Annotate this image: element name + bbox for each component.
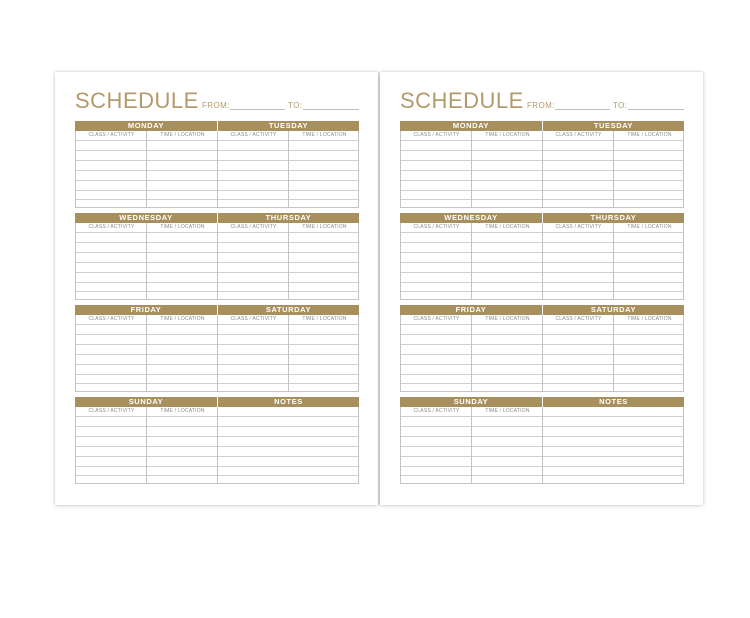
schedule-grid[interactable]	[400, 131, 684, 208]
schedule-grid[interactable]	[75, 131, 359, 208]
day-label: SATURDAY	[542, 305, 684, 315]
schedule-block	[75, 397, 359, 484]
day-header-bar	[75, 121, 359, 131]
day-header-bar	[400, 121, 684, 131]
column-header: TIME / LOCATION	[627, 224, 672, 230]
column-line	[288, 223, 289, 299]
column-header: TIME / LOCATION	[485, 132, 530, 138]
column-header: TIME / LOCATION	[160, 408, 205, 414]
day-header-bar	[400, 213, 684, 223]
column-header: CLASS / ACTIVITY	[413, 408, 460, 414]
column-header: CLASS / ACTIVITY	[88, 408, 135, 414]
from-field[interactable]	[555, 109, 610, 110]
column-headers	[76, 131, 360, 140]
schedule-block	[400, 213, 684, 300]
notes-label: NOTES	[217, 397, 359, 407]
column-header: TIME / LOCATION	[485, 408, 530, 414]
column-line	[542, 315, 543, 391]
column-header: TIME / LOCATION	[160, 224, 205, 230]
column-header: TIME / LOCATION	[160, 132, 205, 138]
column-headers	[76, 223, 360, 232]
column-headers	[76, 315, 360, 324]
day-label: THURSDAY	[542, 213, 684, 223]
schedule-grid[interactable]	[75, 223, 359, 300]
day-header-bar	[400, 305, 684, 315]
column-header: CLASS / ACTIVITY	[413, 316, 460, 322]
day-label: WEDNESDAY	[444, 213, 498, 222]
schedule-block	[75, 121, 359, 208]
column-line	[217, 131, 218, 207]
schedule-grid[interactable]	[400, 223, 684, 300]
column-header: CLASS / ACTIVITY	[88, 316, 135, 322]
page-title: SCHEDULE	[400, 88, 524, 113]
page-header	[400, 88, 684, 113]
from-label: FROM:	[527, 101, 555, 110]
column-line	[288, 131, 289, 207]
column-line	[542, 223, 543, 299]
page-header	[75, 88, 359, 113]
column-header: TIME / LOCATION	[302, 316, 347, 322]
column-line	[542, 131, 543, 207]
column-line	[471, 407, 472, 483]
day-label: SUNDAY	[128, 397, 164, 406]
column-header: CLASS / ACTIVITY	[555, 224, 602, 230]
schedule-grid[interactable]	[400, 407, 684, 484]
column-header: CLASS / ACTIVITY	[230, 224, 277, 230]
column-header: CLASS / ACTIVITY	[413, 132, 460, 138]
column-header: CLASS / ACTIVITY	[88, 224, 135, 230]
column-line	[146, 315, 147, 391]
notes-label: NOTES	[542, 397, 684, 407]
column-header: CLASS / ACTIVITY	[230, 132, 277, 138]
column-line	[613, 223, 614, 299]
column-headers	[401, 131, 685, 140]
day-label: WEDNESDAY	[119, 213, 173, 222]
schedule-block	[75, 213, 359, 300]
to-field[interactable]	[303, 109, 359, 110]
column-header: CLASS / ACTIVITY	[555, 316, 602, 322]
to-label: TO:	[288, 101, 303, 110]
schedule-grid[interactable]	[400, 315, 684, 392]
column-headers	[401, 315, 685, 324]
day-label: FRIDAY	[455, 305, 487, 314]
column-line	[613, 131, 614, 207]
day-header-bar	[400, 397, 684, 407]
column-line	[613, 315, 614, 391]
column-line	[146, 407, 147, 483]
column-line	[471, 315, 472, 391]
day-label: SUNDAY	[453, 397, 489, 406]
column-header: CLASS / ACTIVITY	[413, 224, 460, 230]
column-header: CLASS / ACTIVITY	[88, 132, 135, 138]
schedule-grid[interactable]	[75, 407, 359, 484]
day-label: THURSDAY	[217, 213, 359, 223]
day-label: MONDAY	[127, 121, 165, 130]
day-header-bar	[75, 397, 359, 407]
day-header-bar	[75, 213, 359, 223]
column-headers	[401, 223, 685, 232]
schedule-grid[interactable]	[75, 315, 359, 392]
right-page	[380, 72, 703, 505]
schedule-block	[75, 305, 359, 392]
day-header-bar	[75, 305, 359, 315]
day-label: TUESDAY	[217, 121, 359, 131]
from-label: FROM:	[202, 101, 230, 110]
notes-area[interactable]	[218, 407, 358, 483]
column-line	[217, 315, 218, 391]
schedule-block	[400, 121, 684, 208]
left-page	[55, 72, 378, 505]
from-field[interactable]	[230, 109, 285, 110]
column-header: TIME / LOCATION	[485, 224, 530, 230]
day-label: FRIDAY	[130, 305, 162, 314]
column-header: TIME / LOCATION	[160, 316, 205, 322]
day-label: MONDAY	[452, 121, 490, 130]
notes-area[interactable]	[543, 407, 683, 483]
day-label: TUESDAY	[542, 121, 684, 131]
column-header: TIME / LOCATION	[627, 316, 672, 322]
column-line	[471, 223, 472, 299]
column-line	[146, 131, 147, 207]
column-header: TIME / LOCATION	[627, 132, 672, 138]
column-header: TIME / LOCATION	[302, 132, 347, 138]
column-line	[217, 223, 218, 299]
column-header: TIME / LOCATION	[302, 224, 347, 230]
column-line	[288, 315, 289, 391]
column-header: TIME / LOCATION	[485, 316, 530, 322]
column-header: CLASS / ACTIVITY	[555, 132, 602, 138]
column-header: CLASS / ACTIVITY	[230, 316, 277, 322]
column-line	[146, 223, 147, 299]
schedule-block	[400, 397, 684, 484]
page-title: SCHEDULE	[75, 88, 199, 113]
column-line	[471, 131, 472, 207]
to-field[interactable]	[628, 109, 684, 110]
schedule-block	[400, 305, 684, 392]
to-label: TO:	[613, 101, 628, 110]
day-label: SATURDAY	[217, 305, 359, 315]
